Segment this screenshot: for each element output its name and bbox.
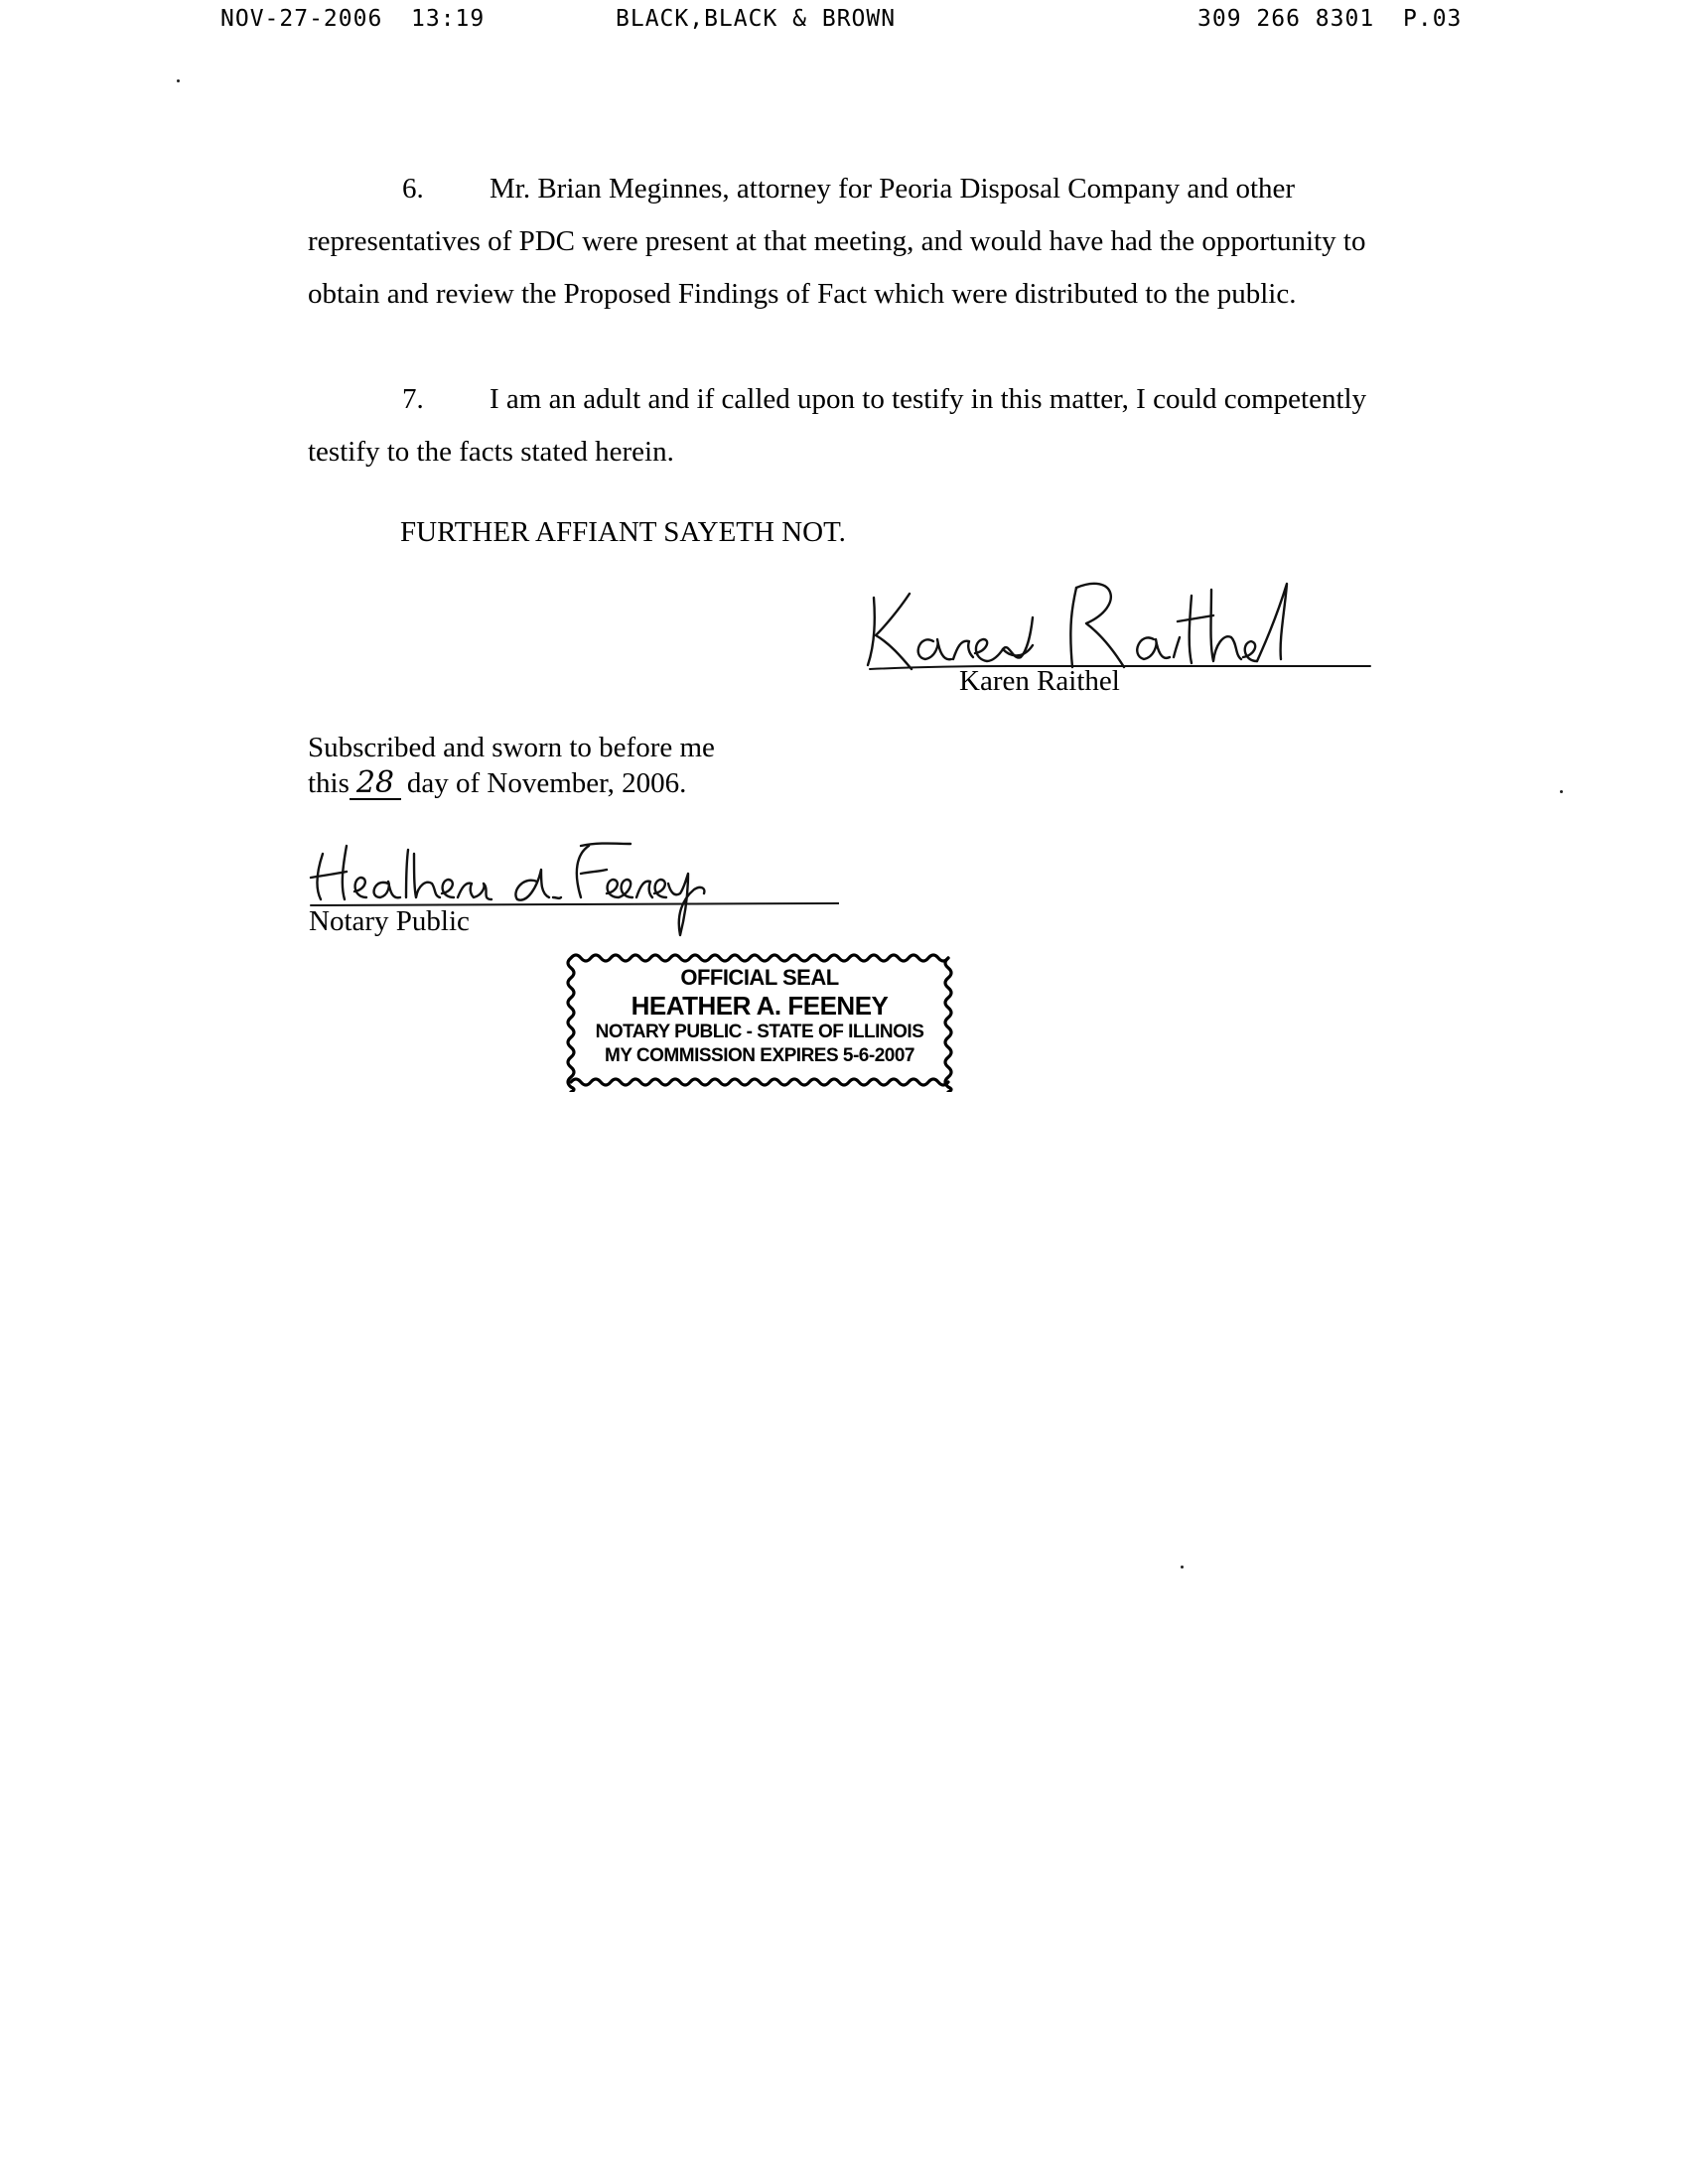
paragraph-number: 6. [402, 173, 424, 205]
jurat-prefix: this [308, 767, 350, 799]
scan-speck [177, 79, 180, 82]
fax-page-number: P.03 [1403, 6, 1463, 32]
jurat-line-1: Subscribed and sworn to before me [308, 732, 715, 763]
paragraph-7 [308, 373, 1430, 478]
fax-sender: BLACK,BLACK & BROWN [616, 6, 897, 32]
official-seal-stamp [561, 948, 958, 1092]
jurat-day: 28 [350, 768, 401, 800]
jurat-suffix: day of November, 2006. [406, 767, 687, 799]
paragraph-text: Mr. Brian Meginnes, attorney for Peoria Disposal Company and other representatives of PDC were present at that meeting, and would have had the opportunity to obtain and review the Proposed Findings of Fact which were distributed to the public. [308, 173, 1366, 310]
affiant-signature-block [854, 566, 1390, 705]
affiant-printed-name: Karen Raithel [959, 665, 1120, 697]
paragraph-number: 7. [402, 383, 424, 415]
scan-speck [1560, 790, 1563, 793]
paragraph-text: I am an adult and if called upon to testify in this matter, I could competently testify to the facts stated herein. [308, 383, 1367, 468]
seal-text [561, 965, 958, 1068]
seal-commission-expiry: MY COMMISSION EXPIRES 5-6-2007 [605, 1045, 914, 1066]
scan-speck [1181, 1566, 1184, 1569]
seal-jurisdiction: NOTARY PUBLIC - STATE OF ILLINOIS [595, 1022, 924, 1042]
fax-date: NOV-27-2006 [220, 6, 383, 32]
jurat-line-2 [308, 765, 715, 801]
fax-phone: 309 266 8301 [1197, 6, 1375, 32]
seal-notary-name: HEATHER A. FEENEY [631, 991, 889, 1021]
affiant-signature [854, 566, 1390, 705]
closing-statement: FURTHER AFFIANT SAYETH NOT. [400, 516, 846, 548]
paragraph-6 [308, 163, 1430, 321]
notary-signature-block [303, 832, 839, 941]
notary-public-label: Notary Public [309, 905, 470, 937]
jurat [308, 730, 715, 801]
seal-title: OFFICIAL SEAL [680, 965, 839, 990]
fax-header [0, 6, 1684, 40]
fax-time: 13:19 [411, 6, 486, 32]
